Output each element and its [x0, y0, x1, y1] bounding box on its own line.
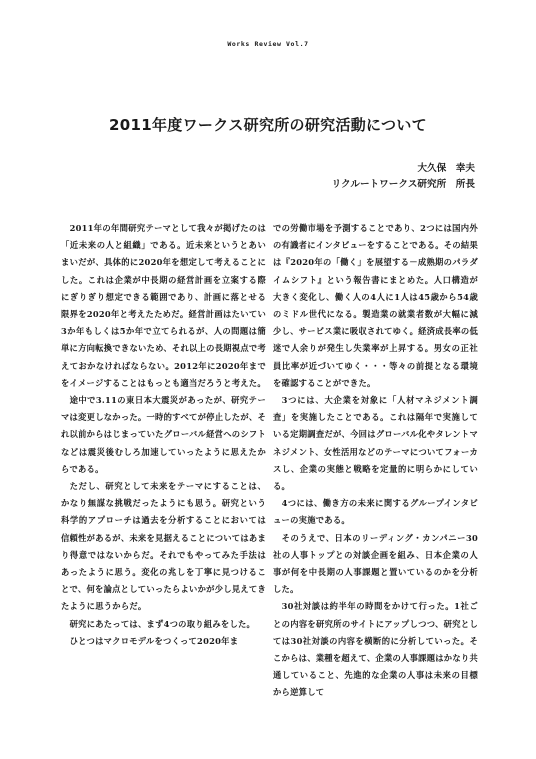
paragraph: ただし、研究として未来をテーマにすることは、かなり無謀な挑戦だったようにも思う。研究という科学的アプローチは過去を分析することにおいては信頼性があるが、未来を見据えることについてはあまり得意ではないからだ。それでもやってみた手法はあったように思う。変化の兆しを丁寧に見つけることで、何を論点としていったらよいかが少し見えてきたように思うからだ。	[61, 481, 266, 612]
paragraph: 途中で3.11の東日本大震災があったが、研究テーマは変更しなかった。一時的すべてが停止したが、それ以前からはじまっていたグローバル経営へのシフトなどは震災後むしろ加速していったように思えたからである。	[61, 395, 266, 474]
paragraph: での労働市場を予測することであり、2つには国内外の有識者にインタビューをすることである。その結果は『2020年の「働く」を展望する－成熟期のパラダイムシフト』という報告書にまとめた。人口構造が大きく変化し、働く人の4人に1人は45歳から54歳のミドル世代になる。製造業の就業者数が大幅に減少し、サービス業に吸収されてゆく。経済成長率の低迷で人余りが発生し失業率が上昇する。男女の正社員比率が近づいてゆく・・・等々の前提となる環境を確認することができた。	[273, 223, 478, 388]
left-column	[61, 220, 266, 650]
author-name: 大久保 幸夫	[417, 163, 475, 174]
paragraph: 研究にあたっては、まず4つの取り組みをした。	[69, 618, 256, 629]
paragraph: 4つには、働き方の未来に関するグループインタビューの実施である。	[273, 498, 478, 526]
paragraph: 3つには、大企業を対象に「人材マネジメント調査」を実施したことである。これは隔年で実施している定期調査だが、今回はグローバル化やタレントマネジメント、女性活用などのテーマについてフォーカスし、企業の実態と戦略を定量的に明らかにしている。	[273, 395, 478, 492]
article-title: 2011年度ワークス研究所の研究活動について	[109, 116, 427, 135]
paragraph: そのうえで、日本のリーディング・カンパニー30社の人事トップとの対談企画を組み、日本企業の人事が何を中長期の人事課題と置いているのかを分析した。	[273, 532, 478, 595]
paragraph: 2011年の年間研究テーマとして我々が掲げたのは「近未来の人と組織」である。近未来というとあいまいだが、具体的に2020年を想定して考えることにした。これは企業が中長期の経営計画を立案する際にぎりぎり想定できる範囲であり、計画に落とせる限界を2020年と考えたためだ。経営計画はたいてい3か年もしくは5か年で立てられるが、人の問題は簡単に方向転換できないため、それ以上の長期視点で考えておかなければならない。2012年に2020年までをイメージすることはもっとも適当だろうと考えた。	[61, 223, 266, 388]
right-column	[273, 220, 478, 702]
author-affiliation: リクルートワークス研究所 所長	[331, 179, 475, 190]
paragraph: 30社対談は約半年の時間をかけて行った。1社ごとの内容を研究所のサイトにアップしつつ、研究としては30社対談の内容を横断的に分析していった。そこからは、業種を超えて、企業の人事課題はかなり共通していること、先進的な企業の人事は未来の目標から逆算して	[273, 601, 478, 698]
running-head: Works Review Vol.7	[227, 40, 309, 48]
paragraph: ひとつはマクロモデルをつくって2020年ま	[69, 635, 239, 646]
